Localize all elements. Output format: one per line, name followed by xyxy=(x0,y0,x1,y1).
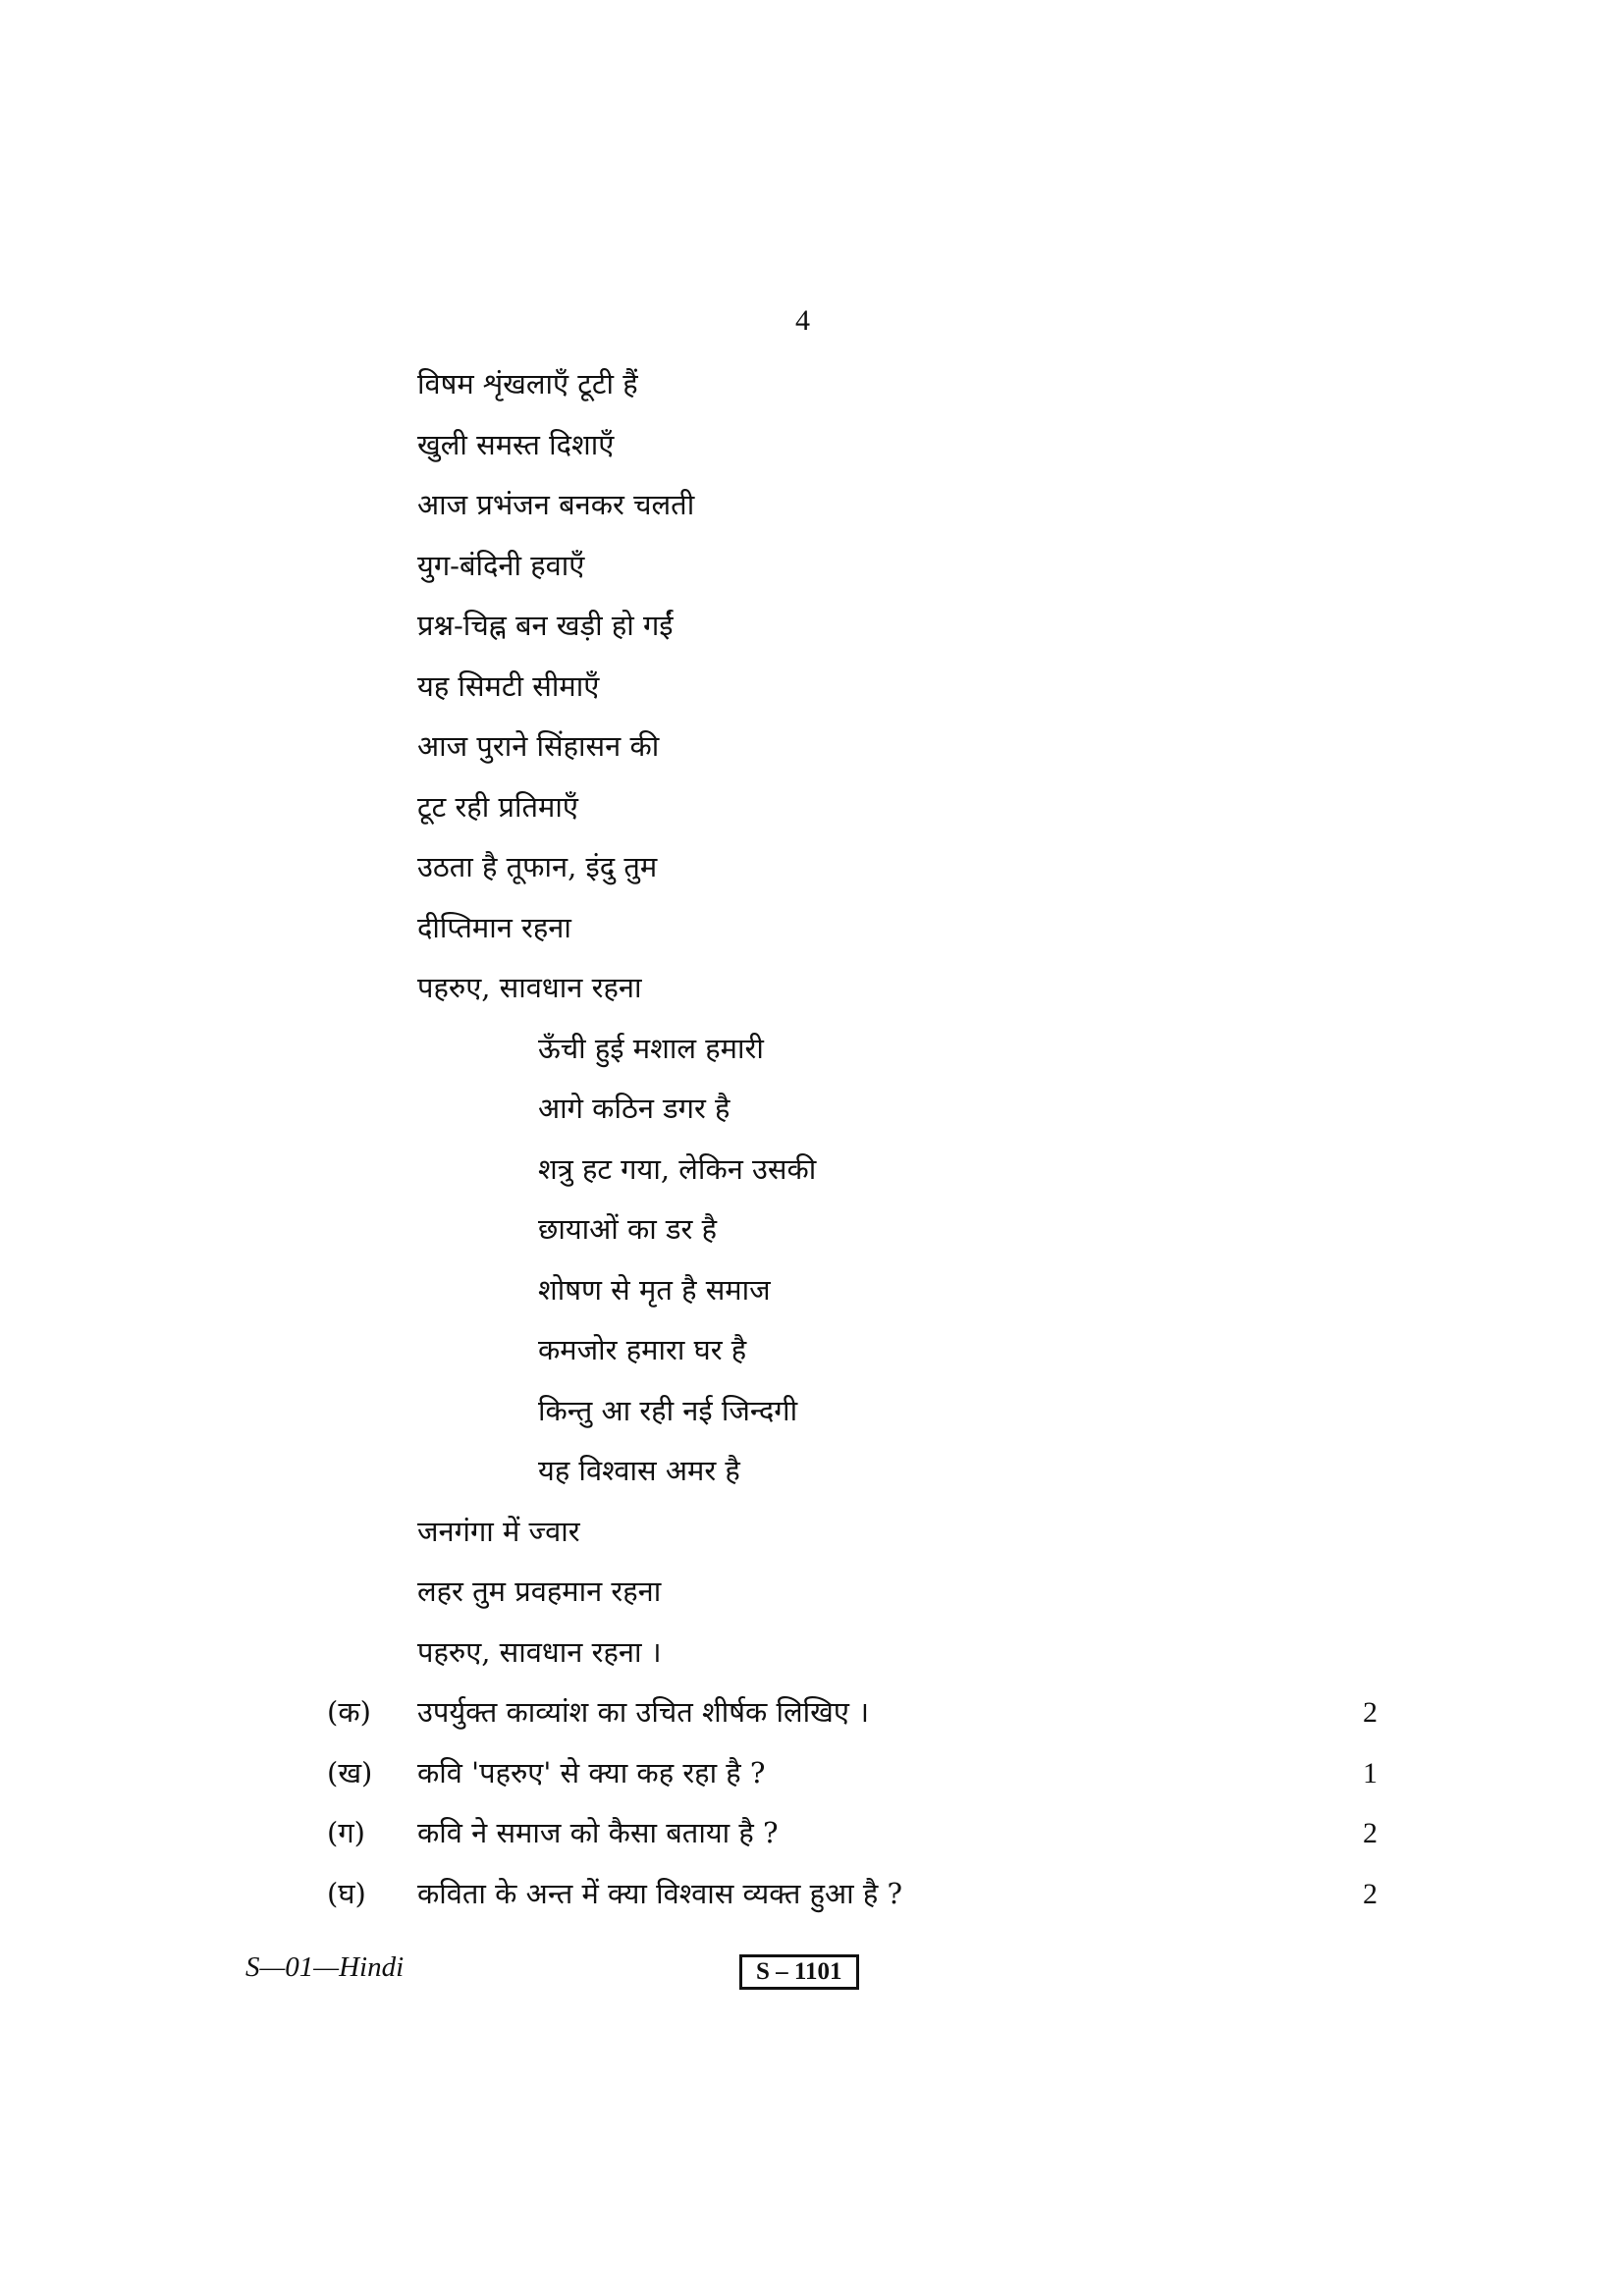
page-number: 4 xyxy=(795,304,810,337)
question-marks: 1 xyxy=(1363,1756,1378,1789)
poem-line: टूट रही प्रतिमाएँ xyxy=(417,789,578,824)
poem-line-indented: कमजोर हमारा घर है xyxy=(538,1333,747,1366)
question-item xyxy=(0,1743,1623,1804)
question-label: (क) xyxy=(327,1695,371,1729)
poem-line-indented: शोषण से मृत है समाज xyxy=(538,1272,771,1307)
poem-line-indented: आगे कठिन डगर है xyxy=(538,1092,730,1125)
poem-line: आज पुराने सिंहासन की xyxy=(417,729,660,763)
poem-line: खुली समस्त दिशाएँ xyxy=(417,427,615,461)
question-text: कवि 'पहरुए' से क्या कह रहा है ? xyxy=(417,1755,766,1789)
poem-line: यह सिमटी सीमाएँ xyxy=(417,668,600,703)
footer-subject: S—01—Hindi xyxy=(245,1951,405,1983)
poem-line-indented: किन्तु आ रही नई जिन्दगी xyxy=(538,1393,798,1427)
paper-code-box: S – 1101 xyxy=(739,1954,859,1990)
poem-line: उठता है तूफान, इंदु तुम xyxy=(417,850,658,883)
question-label: (ख) xyxy=(327,1755,373,1789)
poem-line: पहरुए, सावधान रहना xyxy=(417,971,642,1004)
question-marks: 2 xyxy=(1363,1696,1378,1729)
page-body xyxy=(0,354,1623,1924)
question-item xyxy=(0,1682,1623,1743)
question-label: (ग) xyxy=(327,1816,365,1849)
poem-line: पहरुए, सावधान रहना । xyxy=(417,1634,662,1669)
question-marks: 2 xyxy=(1363,1817,1378,1849)
poem-line: दीप्तिमान रहना xyxy=(417,910,571,944)
question-label: (घ) xyxy=(327,1876,366,1910)
poem-line: लहर तुम प्रवहमान रहना xyxy=(417,1575,662,1608)
question-text: कविता के अन्त में क्या विश्वास व्यक्त हुआ है ? xyxy=(417,1876,902,1910)
poem-line: विषम शृंखलाएँ टूटी हैं xyxy=(417,367,638,400)
question-item xyxy=(0,1864,1623,1925)
poem-line-indented: ऊँची हुई मशाल हमारी xyxy=(538,1031,764,1065)
question-item xyxy=(0,1803,1623,1864)
poem-line-indented: शत्रु हट गया, लेकिन उसकी xyxy=(538,1151,817,1186)
question-marks: 2 xyxy=(1363,1877,1378,1910)
poem-line-indented: यह विश्वास अमर है xyxy=(538,1454,740,1487)
poem-line: आज प्रभंजन बनकर चलती xyxy=(417,488,695,521)
poem-line-indented: छायाओं का डर है xyxy=(538,1212,718,1246)
poem-line: युग-बंदिनी हवाएँ xyxy=(417,548,585,582)
poem-line: जनगंगा में ज्वार xyxy=(417,1514,580,1548)
poem-line: प्रश्न-चिह्न बन खड़ी हो गईं xyxy=(417,609,674,642)
question-text: उपर्युक्त काव्यांश का उचित शीर्षक लिखिए । xyxy=(417,1695,870,1729)
question-text: कवि ने समाज को कैसा बताया है ? xyxy=(417,1816,779,1849)
